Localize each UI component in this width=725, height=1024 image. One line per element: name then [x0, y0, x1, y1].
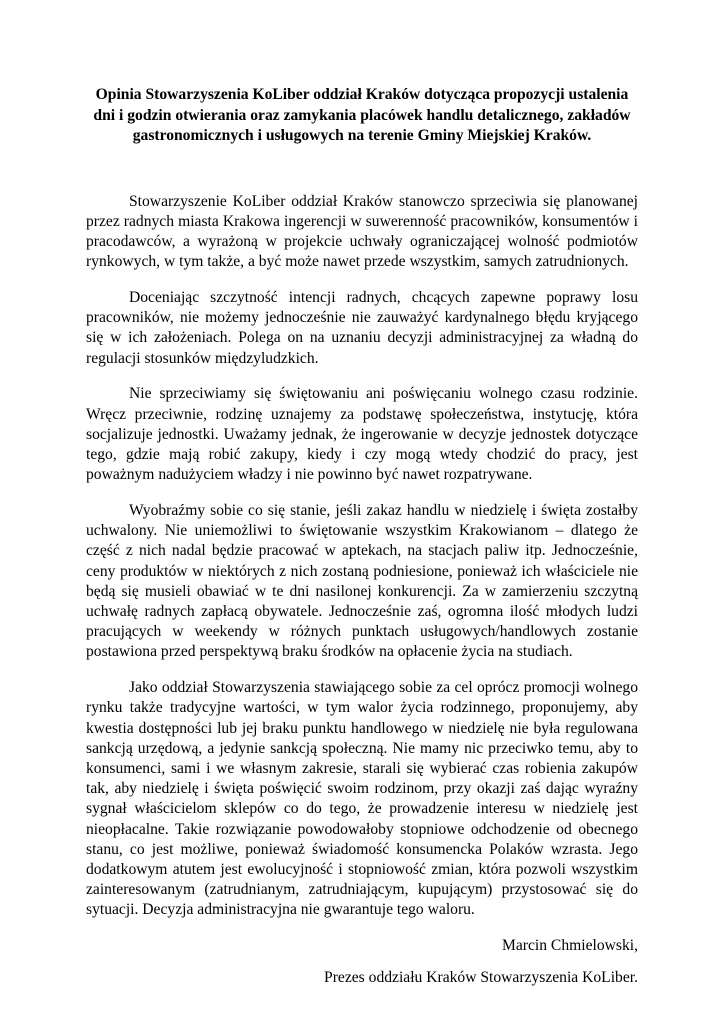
paragraph-4: Wyobraźmy sobie co się stanie, jeśli zakaz handlu w niedzielę i święta zostałby uchwalony. Nie uniemożliwi to świętowanie wszystkim Krakowianom – dlatego że część z nich nadal będzie pracować w aptekach, na stacjach paliw itp. Jednocześnie, ceny produktów w niektórych z nich zostaną podniesione, ponieważ ich właściciele nie będą się musieli obawiać w te dni nasilonej konkurencji. Za w zamierzeniu szczytną uchwałę radnych zapłacą obywatele. Jednocześnie zaś, ogromna ilość młodych ludzi pracujących w weekendy w różnych punktach usługowych/handlowych zostanie postawiona przed perspektywą braku środków na opłacenie życia na studiach.	[86, 501, 638, 661]
document-body	[86, 192, 638, 921]
paragraph-2: Doceniając szczytność intencji radnych, chcących zapewne poprawy losu pracowników, nie możemy jednocześnie nie zauważyć kardynalnego błędu kryjącego się w ich założeniach. Polega on na uznaniu decyzji administracyjnej za władną do regulacji stosunków międzyludzkich.	[86, 288, 638, 367]
paragraph-3: Nie sprzeciwiamy się świętowaniu ani poświęcaniu wolnego czasu rodzinie. Wręcz przeciwnie, rodzinę uznajemy za podstawę społeczeństwa, instytucję, która socjalizuje jednostki. Uważamy jednak, że ingerowanie w decyzje jednostek dotyczące tego, gdzie mają robić zakupy, kiedy i czy mogą wtedy chodzić do pracy, jest poważnym nadużyciem władzy i nie powinno być nawet rozpatrywane.	[86, 385, 638, 484]
document-page	[86, 72, 638, 989]
paragraph-1: Stowarzyszenie KoLiber oddział Kraków stanowczo sprzeciwia się planowanej przez radnych miasta Krakowa ingerencji w suwerenność pracowników, konsumentów i pracodawców, a wyrażoną w projekcie uchwały ograniczającej wolność podmiotów rynkowych, w tym także, a być może nawet przede wszystkim, samych zatrudnionych.	[86, 192, 638, 271]
signature-name: Marcin Chmielowski,	[502, 937, 638, 955]
document-title: Opinia Stowarzyszenia KoLiber oddział Kraków dotycząca propozycji ustalenia dni i godzin otwierania oraz zamykania placówek handlu detalicznego, zakładów gastronomicznych i usługowych na terenie Gminy Miejskiej Kraków.	[93, 86, 631, 144]
paragraph-5: Jako oddział Stowarzyszenia stawiającego sobie za cel oprócz promocji wolnego rynku także tradycyjne wartości, w tym walor życia rodzinnego, proponujemy, aby kwestia dostępności lub jej braku punktu handlowego w niedzielę nie była regulowana sankcją urzędową, a jedynie sankcją społeczną. Nie mamy nic przeciwko temu, aby to konsumenci, sami i we własnym zakresie, starali się wybierać czas robienia zakupów tak, aby niedzielę i święta poświęcić swoim rodzinom, przy okazji zaś dając wyraźny sygnał właścicielom sklepów co do tego, że prowadzenie interesu w niedzielę jest nieopłacalne. Takie rozwiązanie powodowałoby stopniowe odchodzenie od obecnego stanu, co jest możliwe, ponieważ świadomość konsumencka Polaków wzrasta. Jego dodatkowym atutem jest ewolucyjność i stopniowość zmian, która pozwoli wszystkim zainteresowanym (zatrudnianym, zatrudniającym, kupującym) przystosować się do sytuacji. Decyzja administracyjna nie gwarantuje tego waloru.	[86, 679, 638, 919]
signature-role: Prezes oddziału Kraków Stowarzyszenia KoLiber.	[324, 969, 638, 987]
